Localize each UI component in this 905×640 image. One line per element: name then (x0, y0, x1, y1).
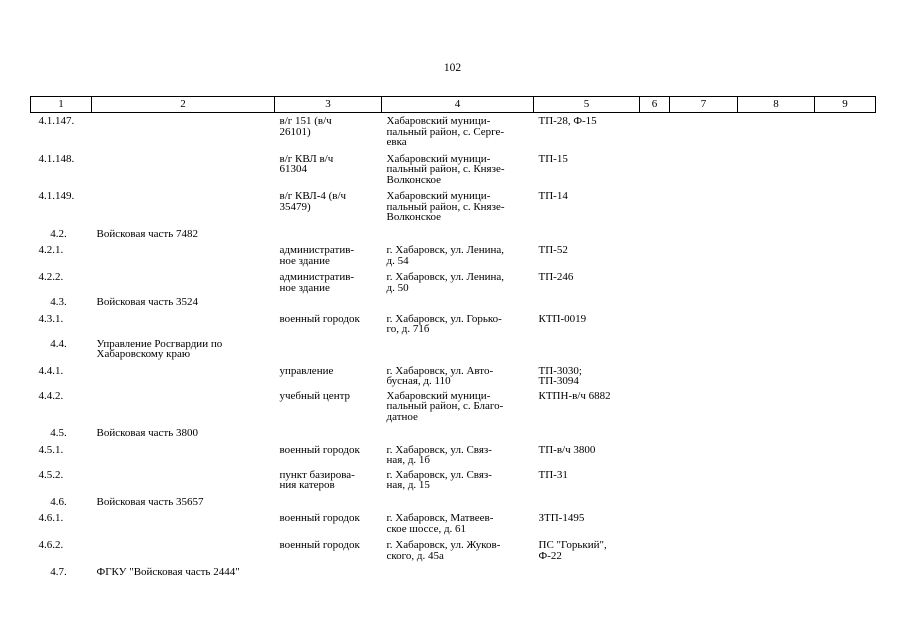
empty-cell (738, 266, 815, 293)
table-row (31, 223, 876, 240)
empty-cell (640, 113, 670, 148)
empty-cell (670, 422, 738, 439)
empty-cell (640, 266, 670, 293)
table-row (31, 422, 876, 439)
object-type (275, 335, 382, 360)
address: г. Хабаровск, ул. Горько- го, д. 71б (386, 312, 502, 335)
object-type: военный городок (279, 312, 360, 325)
table-row (31, 266, 876, 293)
substation: ТП-3030; ТП-3094 (538, 364, 582, 387)
empty-cell (670, 534, 738, 561)
table-row (31, 387, 876, 423)
table-row (31, 185, 876, 223)
object-type (275, 293, 382, 308)
empty-cell (640, 507, 670, 534)
empty-cell (670, 308, 738, 335)
unit-name (92, 266, 275, 293)
unit-name (92, 360, 275, 387)
address: г. Хабаровск, ул. Жуков- ского, д. 45а (386, 539, 501, 562)
address: г. Хабаровск, ул. Авто- бусная, д. 110 (386, 364, 494, 387)
unit-name (92, 148, 275, 186)
address (382, 223, 534, 240)
address: г. Хабаровск, ул. Ленина, д. 50 (386, 271, 504, 294)
object-type: административ- ное здание (279, 244, 355, 267)
row-number: 4.2. (50, 227, 67, 240)
address (382, 335, 534, 360)
object-type (275, 491, 382, 508)
empty-cell (738, 223, 815, 240)
substation (534, 223, 640, 240)
empty-cell (670, 561, 738, 578)
address: г. Хабаровск, Матвеев- ское шоссе, д. 61 (386, 512, 494, 535)
unit-name: Войсковая часть 3524 (96, 296, 199, 308)
empty-cell (640, 387, 670, 423)
empty-cell (640, 293, 670, 308)
empty-cell (815, 422, 876, 439)
row-number: 4.2.1. (38, 244, 64, 256)
substation (534, 335, 640, 360)
object-type: военный городок (279, 512, 360, 524)
header-col-8: 8 (738, 97, 815, 113)
unit-name (92, 507, 275, 534)
substation: ТП-246 (538, 271, 574, 283)
object-type: военный городок (279, 539, 360, 551)
row-number: 4.1.149. (38, 190, 75, 202)
object-type: в/г КВЛ-4 (в/ч 35479) (279, 190, 347, 213)
empty-cell (738, 185, 815, 223)
empty-cell (815, 308, 876, 335)
empty-cell (815, 148, 876, 186)
object-type: управление (279, 364, 334, 377)
empty-cell (815, 466, 876, 491)
empty-cell (815, 561, 876, 578)
address: Хабаровский муници- пальный район, с. Князе- Волконское (386, 152, 505, 186)
table-row (31, 239, 876, 266)
substation (534, 561, 640, 578)
empty-cell (815, 491, 876, 508)
empty-cell (670, 239, 738, 266)
empty-cell (640, 422, 670, 439)
substation (534, 293, 640, 308)
object-type: учебный центр (279, 389, 351, 402)
unit-name (92, 239, 275, 266)
row-number: 4.5.2. (38, 468, 64, 481)
unit-name (92, 534, 275, 561)
empty-cell (738, 387, 815, 423)
row-number: 4.6.1. (38, 512, 64, 524)
empty-cell (738, 293, 815, 308)
empty-cell (815, 360, 876, 387)
empty-cell (640, 223, 670, 240)
unit-name (92, 113, 275, 148)
address: Хабаровский муници- пальный район, с. Серге- евка (386, 115, 505, 148)
substation (534, 491, 640, 508)
empty-cell (815, 534, 876, 561)
header-col-6: 6 (640, 97, 670, 113)
address: г. Хабаровск, ул. Связ- ная, д. 15 (386, 468, 492, 491)
table-row (31, 507, 876, 534)
table-row (31, 534, 876, 561)
unit-name (92, 185, 275, 223)
empty-cell (670, 266, 738, 293)
empty-cell (815, 439, 876, 466)
substation: ПС "Горький", Ф-22 (538, 539, 607, 562)
empty-cell (670, 439, 738, 466)
empty-cell (670, 507, 738, 534)
empty-cell (670, 360, 738, 387)
empty-cell (815, 507, 876, 534)
row-number: 4.3.1. (38, 312, 64, 325)
header-col-3: 3 (275, 97, 382, 113)
unit-name (92, 387, 275, 423)
object-type: в/г КВЛ в/ч 61304 (279, 152, 334, 175)
address: Хабаровский муници- пальный район, с. Князе- Волконское (386, 190, 505, 223)
empty-cell (670, 466, 738, 491)
table-body (31, 113, 876, 578)
empty-cell (738, 561, 815, 578)
object-type: военный городок (279, 443, 360, 456)
empty-cell (640, 185, 670, 223)
unit-name: Управление Росгвардии по Хабаровскому краю (96, 337, 223, 360)
empty-cell (738, 466, 815, 491)
empty-cell (640, 335, 670, 360)
header-col-4: 4 (382, 97, 534, 113)
table-row (31, 293, 876, 308)
table-row (31, 335, 876, 360)
substation: ТП-14 (538, 190, 568, 202)
empty-cell (640, 360, 670, 387)
object-type (275, 422, 382, 439)
row-number: 4.1.148. (38, 152, 75, 165)
empty-cell (815, 387, 876, 423)
substation: ЗТП-1495 (538, 512, 585, 524)
table-row (31, 360, 876, 387)
empty-cell (670, 335, 738, 360)
empty-cell (815, 185, 876, 223)
data-table (30, 96, 876, 578)
header-row (31, 97, 876, 113)
header-col-9: 9 (815, 97, 876, 113)
unit-name: Войсковая часть 3800 (96, 427, 199, 439)
empty-cell (670, 185, 738, 223)
address (382, 561, 534, 578)
unit-name (92, 466, 275, 491)
object-type: пункт базирова- ния катеров (279, 468, 355, 491)
row-number: 4.6.2. (38, 539, 64, 551)
table-row (31, 561, 876, 578)
row-number: 4.2.2. (38, 271, 64, 283)
address (382, 293, 534, 308)
row-number: 4.4.1. (38, 364, 64, 377)
object-type: административ- ное здание (279, 271, 355, 294)
header-col-5: 5 (534, 97, 640, 113)
address: г. Хабаровск, ул. Связ- ная, д. 1б (386, 443, 492, 466)
table-row (31, 308, 876, 335)
row-number: 4.4.2. (38, 389, 64, 402)
empty-cell (670, 148, 738, 186)
empty-cell (738, 491, 815, 508)
address: Хабаровский муници- пальный район, с. Благо- датное (386, 389, 504, 423)
empty-cell (738, 534, 815, 561)
empty-cell (815, 113, 876, 148)
empty-cell (738, 308, 815, 335)
unit-name: Войсковая часть 7482 (96, 227, 199, 240)
header-col-1: 1 (31, 97, 92, 113)
row-number: 4.7. (50, 566, 67, 578)
substation (534, 422, 640, 439)
empty-cell (815, 293, 876, 308)
row-number: 4.1.147. (38, 115, 75, 127)
substation: ТП-15 (538, 152, 568, 165)
empty-cell (815, 266, 876, 293)
substation: ТП-28, Ф-15 (538, 115, 597, 127)
object-type: в/г 151 (в/ч 26101) (279, 115, 332, 138)
header-col-7: 7 (670, 97, 738, 113)
unit-name: ФГКУ "Войсковая часть 2444" (96, 566, 240, 578)
substation: КТПН-в/ч 6882 (538, 389, 611, 402)
empty-cell (640, 491, 670, 508)
row-number: 4.5.1. (38, 443, 64, 456)
empty-cell (640, 239, 670, 266)
substation: ТП-52 (538, 244, 568, 256)
empty-cell (670, 491, 738, 508)
empty-cell (640, 534, 670, 561)
substation: ТП-31 (538, 468, 568, 481)
object-type (275, 223, 382, 240)
table-row (31, 466, 876, 491)
empty-cell (815, 223, 876, 240)
empty-cell (815, 239, 876, 266)
substation: ТП-в/ч 3800 (538, 443, 596, 456)
unit-name (92, 308, 275, 335)
object-type (275, 561, 382, 578)
empty-cell (670, 223, 738, 240)
empty-cell (738, 335, 815, 360)
empty-cell (670, 113, 738, 148)
page-number: 102 (443, 62, 462, 74)
empty-cell (738, 439, 815, 466)
unit-name (92, 439, 275, 466)
substation: КТП-0019 (538, 312, 587, 325)
address (382, 422, 534, 439)
empty-cell (738, 507, 815, 534)
header-col-2: 2 (92, 97, 275, 113)
row-number: 4.4. (50, 337, 67, 350)
empty-cell (738, 148, 815, 186)
row-number: 4.3. (50, 296, 67, 308)
row-number: 4.6. (50, 495, 67, 508)
empty-cell (640, 308, 670, 335)
empty-cell (738, 360, 815, 387)
empty-cell (738, 422, 815, 439)
empty-cell (640, 148, 670, 186)
address (382, 491, 534, 508)
empty-cell (640, 439, 670, 466)
table-row (31, 491, 876, 508)
table-row (31, 439, 876, 466)
empty-cell (670, 387, 738, 423)
empty-cell (670, 293, 738, 308)
empty-cell (640, 561, 670, 578)
table-row (31, 148, 876, 186)
empty-cell (738, 113, 815, 148)
table-row (31, 113, 876, 148)
row-number: 4.5. (50, 427, 67, 439)
address: г. Хабаровск, ул. Ленина, д. 54 (386, 244, 504, 267)
empty-cell (640, 466, 670, 491)
empty-cell (815, 335, 876, 360)
empty-cell (738, 239, 815, 266)
unit-name: Войсковая часть 35657 (96, 495, 204, 508)
